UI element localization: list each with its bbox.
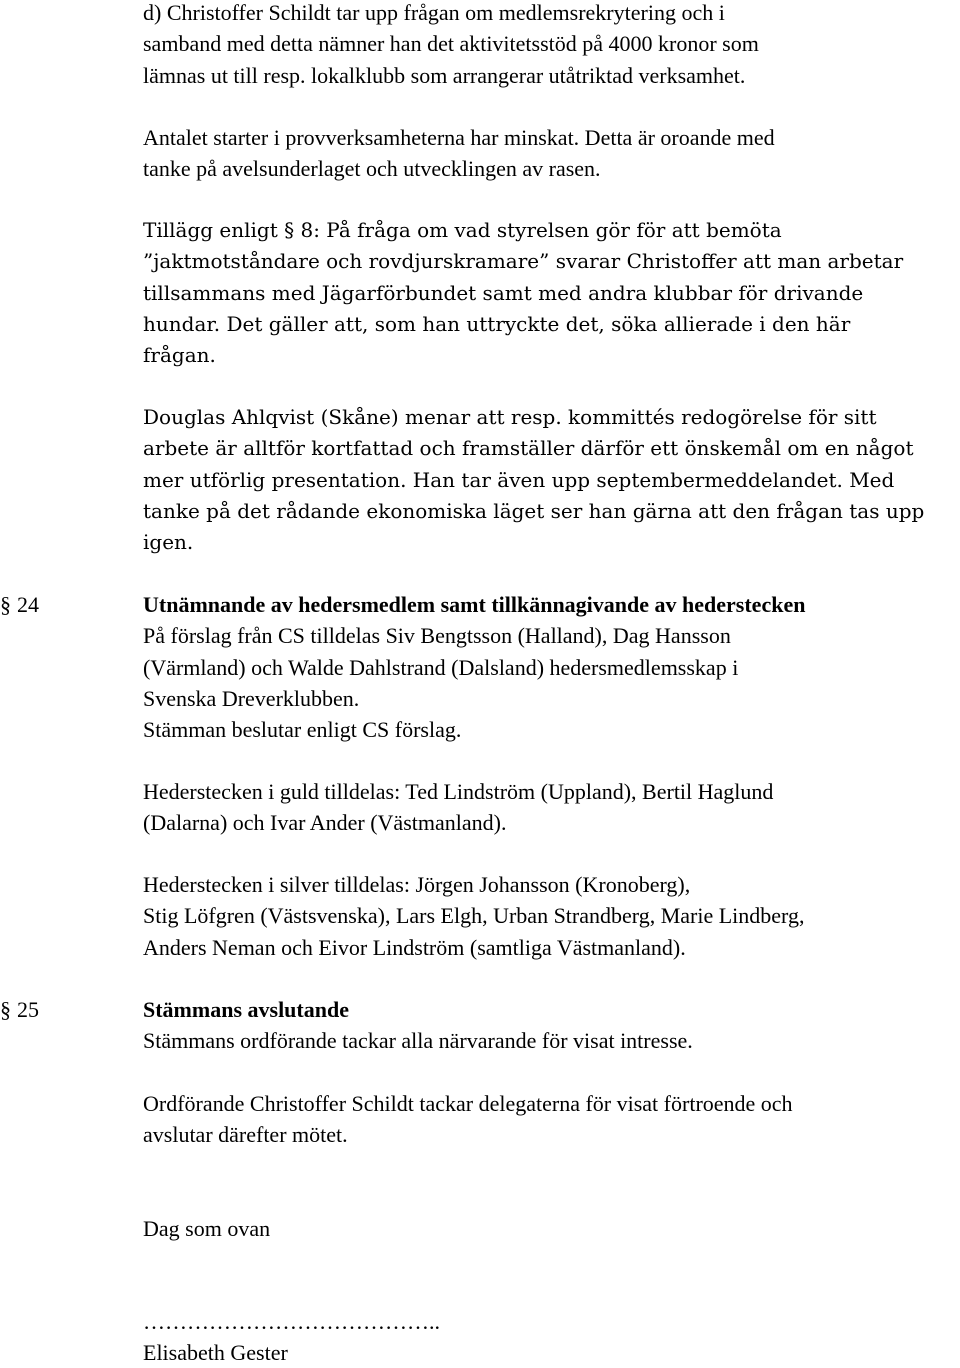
text-line: tillsammans med Jägarförbundet samt med andra klubbar för drivande <box>143 280 864 305</box>
paragraph-membership <box>143 0 958 91</box>
text-line: hundar. Det gäller att, som han uttryckte det, söka allierade i den här <box>143 311 851 336</box>
paragraph-addition <box>143 215 958 371</box>
text-line: arbete är alltför kortfattad och framställer därför ett önskemål om en något <box>143 436 914 461</box>
text-line: Anders Neman och Eivor Lindström (samtliga Västmanland). <box>143 934 686 960</box>
section-heading: Stämmans avslutande <box>143 997 349 1022</box>
section-marker: § <box>0 592 11 617</box>
signature-line: ………………………………….. <box>143 1309 440 1334</box>
signature-block <box>143 1306 958 1368</box>
text-line: samband med detta nämner han det aktivitetsstöd på 4000 kronor som <box>143 31 759 57</box>
text-line: Hederstecken i guld tilldelas: Ted Lindström (Uppland), Bertil Haglund <box>143 779 774 804</box>
text-line: Dag som ovan <box>143 1216 271 1241</box>
text-line: ”jaktmotståndare och rovdjurskramare” svarar Christoffer att man arbetar <box>143 249 904 274</box>
text-line: tanke på avelsunderlaget och utvecklingen av rasen. <box>143 156 601 182</box>
text-line: Ordförande Christoffer Schildt tackar delegaterna för visat förtroende och <box>143 1091 793 1116</box>
text-line: Stig Löfgren (Västsvenska), Lars Elgh, Urban Strandberg, Marie Lindberg, <box>143 903 805 929</box>
text-line: mer utförlig presentation. Han tar även upp septembermeddelandet. Med <box>143 467 895 492</box>
text-line: Tillägg enligt § 8: På fråga om vad styrelsen gör för att bemöta <box>143 218 782 242</box>
section-25-number <box>0 994 39 1025</box>
text-line: (Dalarna) och Ivar Ander (Västmanland). <box>143 810 507 836</box>
section-marker: § <box>0 997 11 1022</box>
text-line: Svenska Dreverklubben. <box>143 685 360 711</box>
section-heading: Utnämnande av hedersmedlem samt tillkännagivande av hederstecken <box>143 592 806 617</box>
text-line: Antalet starter i provverksamheterna har minskat. Detta är oroande med <box>143 125 775 150</box>
text-line: Stämman beslutar enligt CS förslag. <box>143 717 462 743</box>
text-line: tanke på det rådande ekonomiska läget ser han gärna att den frågan tas upp <box>143 498 925 523</box>
text-line: Hederstecken i silver tilldelas: Jörgen Johansson (Kronoberg), <box>143 872 691 897</box>
signature-note <box>143 1213 958 1244</box>
text-line: d) Christoffer Schildt tar upp frågan om medlemsrekrytering och i <box>143 0 725 25</box>
text-line: (Värmland) och Walde Dahlstrand (Dalsland) hedersmedlemsskap i <box>143 654 739 680</box>
text-line: Douglas Ahlqvist (Skåne) menar att resp. kommittés redogörelse för sitt <box>143 405 877 429</box>
paragraph-closing <box>143 1088 958 1151</box>
text-line: På förslag från CS tilldelas Siv Bengtsson (Halland), Dag Hansson <box>143 623 731 649</box>
paragraph-gold <box>143 776 958 839</box>
paragraph-starts <box>143 122 958 185</box>
section-24 <box>143 589 958 745</box>
paragraph-silver <box>143 869 958 963</box>
text-line: frågan. <box>143 343 216 368</box>
section-number: 25 <box>17 997 39 1022</box>
section-25 <box>143 994 958 1057</box>
text-line: lämnas ut till resp. lokalklubb som arrangerar utåtriktad verksamhet. <box>143 62 746 88</box>
text-line: igen. <box>143 530 194 555</box>
text-line: avslutar därefter mötet. <box>143 1122 348 1148</box>
section-number: 24 <box>17 592 39 617</box>
signature-name: Elisabeth Gester <box>143 1340 288 1365</box>
text-line: Stämmans ordförande tackar alla närvarande för visat intresse. <box>143 1028 693 1054</box>
paragraph-douglas <box>143 402 958 558</box>
section-24-number <box>0 589 39 620</box>
